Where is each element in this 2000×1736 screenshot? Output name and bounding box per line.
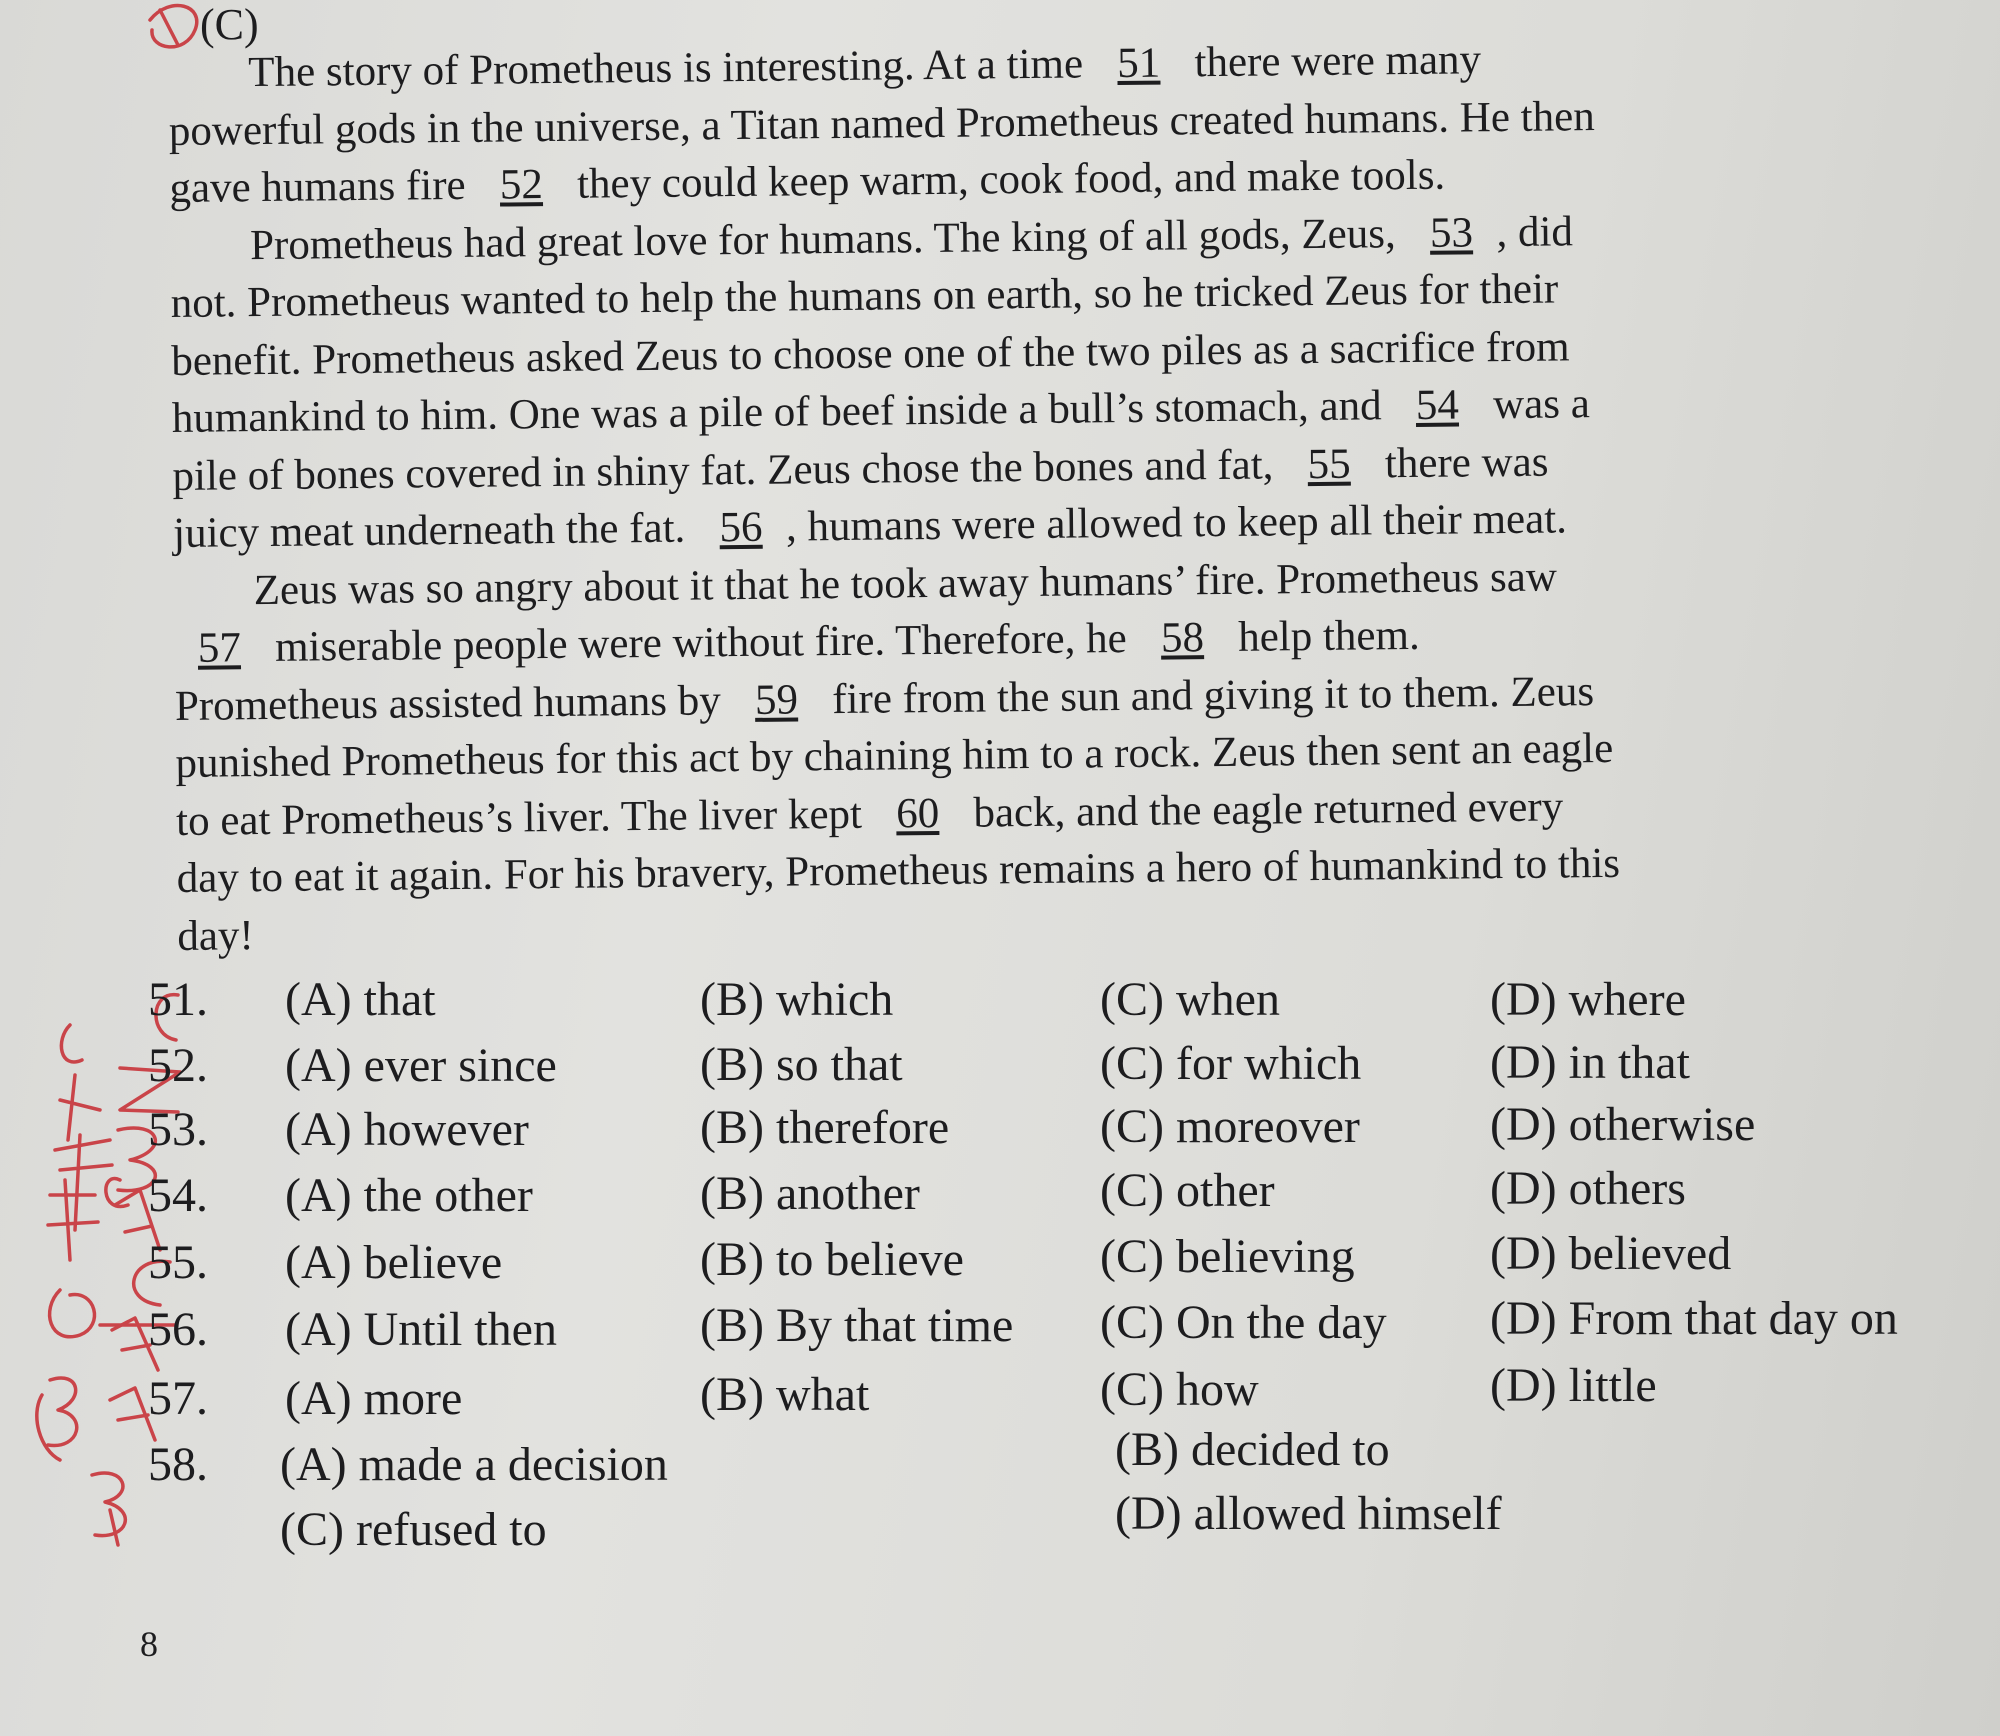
answer-option: (A) believe [285,1236,503,1289]
passage-text: to eat Prometheus’s liver. The liver kept [175,790,873,845]
question-number: 56. [148,1303,208,1356]
answer-option: (C) for which [1100,1037,1362,1090]
answer-option: (D) little [1490,1359,1657,1412]
answer-option: (A) made a decision [280,1438,668,1491]
question-number: 55. [148,1236,208,1289]
question-number: 58. [148,1438,208,1491]
answer-option: (C) refused to [280,1503,547,1556]
blank-number: 56 [719,503,763,552]
answer-option: (A) ever since [285,1039,557,1092]
answer-option: (D) where [1490,973,1686,1026]
blank-number: 54 [1415,381,1460,429]
passage-text: was a [1482,380,1591,429]
answer-option: (A) that [285,973,436,1026]
question-row [0,1100,2000,1162]
answer-option: (D) From that day on [1490,1292,1898,1345]
answer-option: (B) another [700,1167,920,1220]
question-row [0,1423,2000,1497]
passage-text: humankind to him. One was a pile of beef inside a bull’s stomach, and [171,382,1393,442]
question-row [0,1162,2000,1228]
blank-number: 52 [499,161,544,209]
answer-option: (D) believed [1490,1227,1732,1280]
passage-text: there were many [1183,36,1482,87]
answer-option: (D) others [1490,1162,1686,1215]
answer-option: (D) allowed himself [1115,1487,1502,1540]
question-row [0,1359,2000,1431]
answer-option: (C) how [1100,1363,1259,1416]
answer-option: (C) believing [1100,1230,1355,1283]
answer-option: (B) so that [700,1038,903,1091]
blank-number: 60 [895,789,940,837]
blank-number: 55 [1307,440,1351,488]
question-row [0,1487,2000,1562]
question-row [0,1227,2000,1295]
answer-option: (C) moreover [1100,1100,1360,1153]
passage-text: pile of bones covered in shiny fat. Zeus chose the bones and fat, [172,440,1285,500]
passage-text: day to eat it again. For his bravery, Prometheus remains a hero of humankind to this [176,839,1621,902]
answer-option: (C) other [1100,1164,1275,1217]
question-number: 51. [148,973,208,1026]
passage-text: punished Prometheus for this act by chaining him to a rock. Zeus then sent an eagle [175,724,1614,787]
page-number: 8 [140,1624,158,1664]
answer-option: (A) the other [285,1169,533,1222]
passage-text: fire from the sun and giving it to them. Zeus [821,667,1595,723]
passage-text: Prometheus assisted humans by [174,676,732,730]
passage-text: juicy meat underneath the fat. [172,504,697,557]
blank-number: 51 [1117,39,1161,88]
answer-option: (C) On the day [1100,1296,1387,1349]
answer-option: (C) when [1100,973,1280,1026]
question-number: 53. [148,1103,208,1156]
answer-option: (D) otherwise [1490,1098,1756,1151]
answer-option: (B) which [700,973,894,1026]
answer-option: (A) more [285,1372,463,1425]
question-number: 54. [148,1169,208,1222]
answer-option: (B) decided to [1115,1423,1390,1476]
question-row [0,970,2000,1032]
answer-option: (B) By that time [700,1299,1014,1352]
question-row [0,1036,2000,1098]
passage-text: Prometheus had great love for humans. The king of all gods, Zeus, [249,209,1407,269]
question-row [0,1292,2000,1362]
question-number: 52. [148,1039,208,1092]
passage-text: benefit. Prometheus asked Zeus to choose one of the two piles as a sacrifice from [171,322,1570,385]
passage-text: they could keep warm, cook food, and make tools. [566,151,1446,208]
answer-option: (D) in that [1490,1036,1690,1089]
answer-option: (A) however [285,1103,529,1156]
passage-text: help them. [1227,611,1420,661]
answer-option: (B) what [700,1368,870,1421]
answer-option: (A) Until then [285,1303,557,1356]
section-label: (C) [200,0,259,49]
question-number: 57. [148,1372,208,1425]
passage-text: Zeus was so angry about it that he took away humans’ fire. Prometheus saw [253,552,1558,614]
blank-number: 58 [1160,614,1205,662]
answer-option: (B) to believe [700,1233,964,1286]
blank-number: 57 [197,624,242,672]
blank-number: 59 [754,675,799,724]
passage-text: back, and the eagle returned every [962,782,1564,837]
passage-text: not. Prometheus wanted to help the humans on earth, so he tricked Zeus for their [170,265,1559,327]
passage-text: there was [1373,438,1549,487]
passage-text: miserable people were without fire. Therefore, he [264,614,1138,672]
blank-number: 53 [1429,208,1474,257]
passage-text: The story of Prometheus is interesting. At a time [248,40,1095,97]
answer-option: (B) therefore [700,1101,950,1154]
passage-text: , humans were allowed to keep all their meat. [785,495,1568,551]
passage-text: , did [1496,207,1574,256]
passage-text: powerful gods in the universe, a Titan named Prometheus created humans. He then [168,92,1595,155]
passage-text: day! [177,911,254,960]
passage-text: gave humans fire [169,161,477,212]
